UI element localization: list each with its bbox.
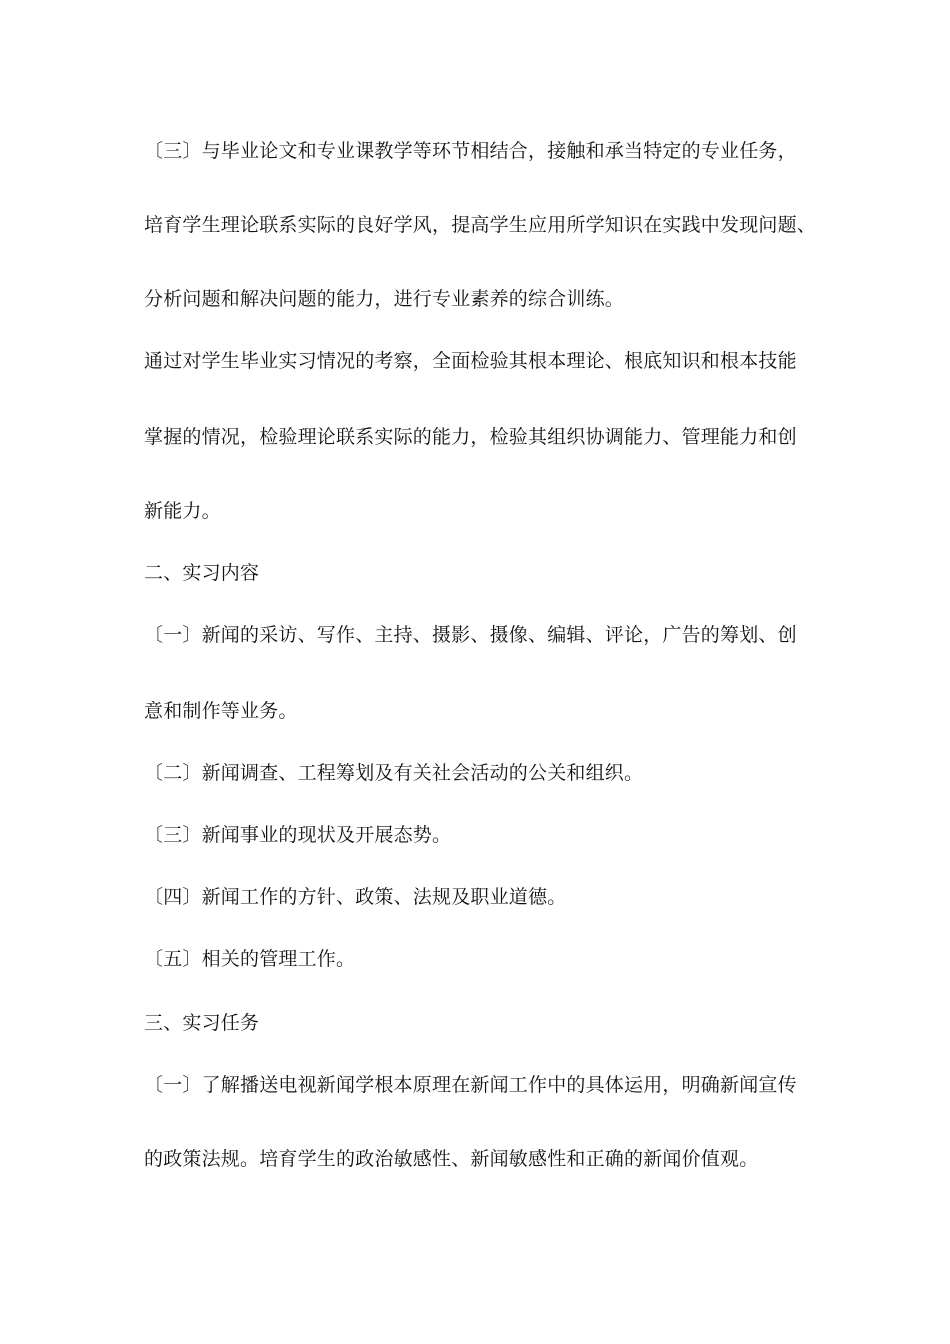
paragraph-line-6: 新能力。 bbox=[144, 500, 221, 522]
list-item-line-1: 〔一〕新闻的采访、写作、主持、摄影、摄像、编辑、评论，广告的筹划、创 bbox=[144, 624, 797, 646]
paragraph-line-4: 通过对学生毕业实习情况的考察，全面检验其根本理论、根底知识和根本技能 bbox=[144, 350, 797, 372]
paragraph-line-1: 〔三〕与毕业论文和专业课教学等环节相结合，接触和承当特定的专业任务， bbox=[144, 140, 797, 162]
paragraph-line-5: 掌握的情况，检验理论联系实际的能力，检验其组织协调能力、管理能力和创 bbox=[144, 426, 797, 448]
list-item-5: 〔五〕相关的管理工作。 bbox=[144, 948, 356, 970]
task-item-line-1: 〔一〕了解播送电视新闻学根本原理在新闻工作中的具体运用，明确新闻宣传 bbox=[144, 1074, 797, 1096]
paragraph-line-2: 培育学生理论联系实际的良好学风，提高学生应用所学知识在实践中发现问题、 bbox=[144, 214, 817, 236]
list-item-3: 〔三〕新闻事业的现状及开展态势。 bbox=[144, 824, 452, 846]
list-item-2: 〔二〕新闻调查、工程筹划及有关社会活动的公关和组织。 bbox=[144, 762, 644, 784]
section-heading-content: 二、实习内容 bbox=[144, 562, 260, 584]
section-heading-tasks: 三、实习任务 bbox=[144, 1012, 260, 1034]
list-item-4: 〔四〕新闻工作的方针、政策、法规及职业道德。 bbox=[144, 886, 567, 908]
list-item-line-2: 意和制作等业务。 bbox=[144, 700, 298, 722]
task-item-line-2: 的政策法规。培育学生的政治敏感性、新闻敏感性和正确的新闻价值观。 bbox=[144, 1148, 759, 1170]
paragraph-line-3: 分析问题和解决问题的能力，进行专业素养的综合训练。 bbox=[144, 288, 625, 310]
